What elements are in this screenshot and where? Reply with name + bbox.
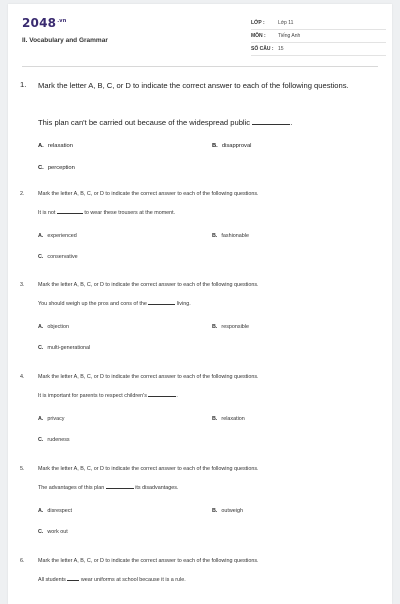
option-c[interactable] — [38, 165, 75, 171]
option-text: outweigh — [221, 508, 243, 514]
option-a[interactable] — [38, 508, 72, 514]
worksheet-page — [8, 4, 392, 604]
option-text: perception — [47, 165, 75, 171]
option-letter: B. — [212, 508, 218, 514]
option-a[interactable] — [38, 143, 73, 149]
question-sentence — [38, 393, 178, 399]
option-text: work out — [47, 529, 68, 535]
sentence-start: It is important for parents to respect children's — [38, 393, 147, 399]
question-number: 4. — [20, 374, 25, 380]
question-number: 6. — [20, 558, 25, 564]
question-prompt: Mark the letter A, B, C, or D to indicate the correct answer to each of the following questions. — [38, 191, 259, 197]
option-letter: A. — [38, 233, 44, 239]
option-letter: B. — [212, 233, 218, 239]
option-letter: C. — [38, 345, 44, 351]
meta-value: Lớp 11 — [278, 20, 294, 26]
question-prompt: Mark the letter A, B, C, or D to indicate the correct answer to each of the following questions. — [38, 466, 259, 472]
meta-label: MÔN : — [251, 33, 266, 39]
answer-blank[interactable] — [67, 580, 79, 581]
sentence-end: wear uniforms at school because it is a rule. — [80, 577, 186, 583]
option-text: disapproval — [221, 143, 252, 149]
option-text: responsible — [221, 324, 249, 330]
sentence-start: The advantages of this plan — [38, 485, 105, 491]
sentence-end: to wear these trousers at the moment. — [84, 210, 176, 216]
question-sentence — [38, 577, 186, 583]
question-sentence — [38, 118, 292, 127]
meta-value: Tiếng Anh — [278, 33, 301, 39]
option-c[interactable] — [38, 345, 90, 351]
option-b[interactable] — [212, 143, 251, 149]
option-c[interactable] — [38, 437, 70, 443]
option-c[interactable] — [38, 254, 78, 260]
option-text: disrespect — [47, 508, 72, 514]
page-header — [8, 4, 392, 66]
option-text: multi-generational — [47, 345, 91, 351]
option-letter: B. — [212, 416, 218, 422]
option-b[interactable] — [212, 508, 243, 514]
site-logo[interactable] — [22, 16, 67, 30]
option-text: conservative — [47, 254, 78, 260]
question-prompt: Mark the letter A, B, C, or D to indicate the correct answer to each of the following questions. — [38, 81, 349, 90]
option-text: relaxation — [221, 416, 245, 422]
section-title: II. Vocabulary and Grammar — [22, 37, 108, 44]
sentence-start: You should weigh up the pros and cons of the — [38, 301, 147, 307]
option-c[interactable] — [38, 529, 68, 535]
option-a[interactable] — [38, 416, 64, 422]
meta-value: 15 — [278, 46, 284, 52]
option-letter: C. — [38, 254, 44, 260]
option-text: rudeness — [47, 437, 70, 443]
question-number: 2. — [20, 191, 25, 197]
sentence-start: All students — [38, 577, 66, 583]
option-text: privacy — [47, 416, 65, 422]
question-number: 3. — [20, 282, 25, 288]
answer-blank[interactable] — [57, 213, 83, 214]
sentence-end: . — [176, 393, 178, 399]
question-prompt: Mark the letter A, B, C, or D to indicate the correct answer to each of the following questions. — [38, 558, 259, 564]
question-number: 5. — [20, 466, 25, 472]
option-letter: B. — [212, 324, 218, 330]
meta-label: SỐ CÂU : — [251, 46, 274, 52]
option-letter: A. — [38, 143, 44, 149]
sentence-start: This plan can't be carried out because of the widespread public — [38, 118, 251, 127]
meta-row-subject — [251, 30, 386, 43]
meta-row-count — [251, 43, 386, 56]
option-b[interactable] — [212, 416, 245, 422]
question-sentence — [38, 301, 191, 307]
meta-table — [251, 17, 386, 56]
option-letter: C. — [38, 437, 44, 443]
answer-blank[interactable] — [106, 488, 134, 489]
sentence-end: living. — [176, 301, 191, 307]
option-letter: A. — [38, 508, 44, 514]
answer-blank[interactable] — [148, 396, 176, 397]
sentence-start: It is not — [38, 210, 56, 216]
answer-blank[interactable] — [148, 304, 175, 305]
answer-blank[interactable] — [252, 124, 290, 125]
option-letter: C. — [38, 529, 44, 535]
header-divider — [22, 66, 378, 67]
option-a[interactable] — [38, 324, 69, 330]
question-prompt: Mark the letter A, B, C, or D to indicate the correct answer to each of the following questions. — [38, 282, 259, 288]
meta-label: LỚP : — [251, 20, 265, 26]
sentence-end: its disadvantages. — [135, 485, 179, 491]
option-text: experienced — [47, 233, 77, 239]
logo-text: 2048 — [22, 16, 57, 30]
option-letter: A. — [38, 324, 44, 330]
option-letter: A. — [38, 416, 44, 422]
option-text: relaxation — [47, 143, 73, 149]
sentence-end: . — [290, 118, 293, 127]
option-b[interactable] — [212, 324, 249, 330]
option-letter: B. — [212, 143, 218, 149]
option-a[interactable] — [38, 233, 77, 239]
question-prompt: Mark the letter A, B, C, or D to indicate the correct answer to each of the following questions. — [38, 374, 259, 380]
meta-row-class — [251, 17, 386, 30]
logo-suffix: .vn — [57, 18, 67, 24]
question-sentence — [38, 485, 178, 491]
option-text: objection — [47, 324, 69, 330]
question-sentence — [38, 210, 175, 216]
option-text: fashionable — [221, 233, 249, 239]
question-number: 1. — [20, 80, 27, 89]
option-b[interactable] — [212, 233, 249, 239]
option-letter: C. — [38, 165, 44, 171]
